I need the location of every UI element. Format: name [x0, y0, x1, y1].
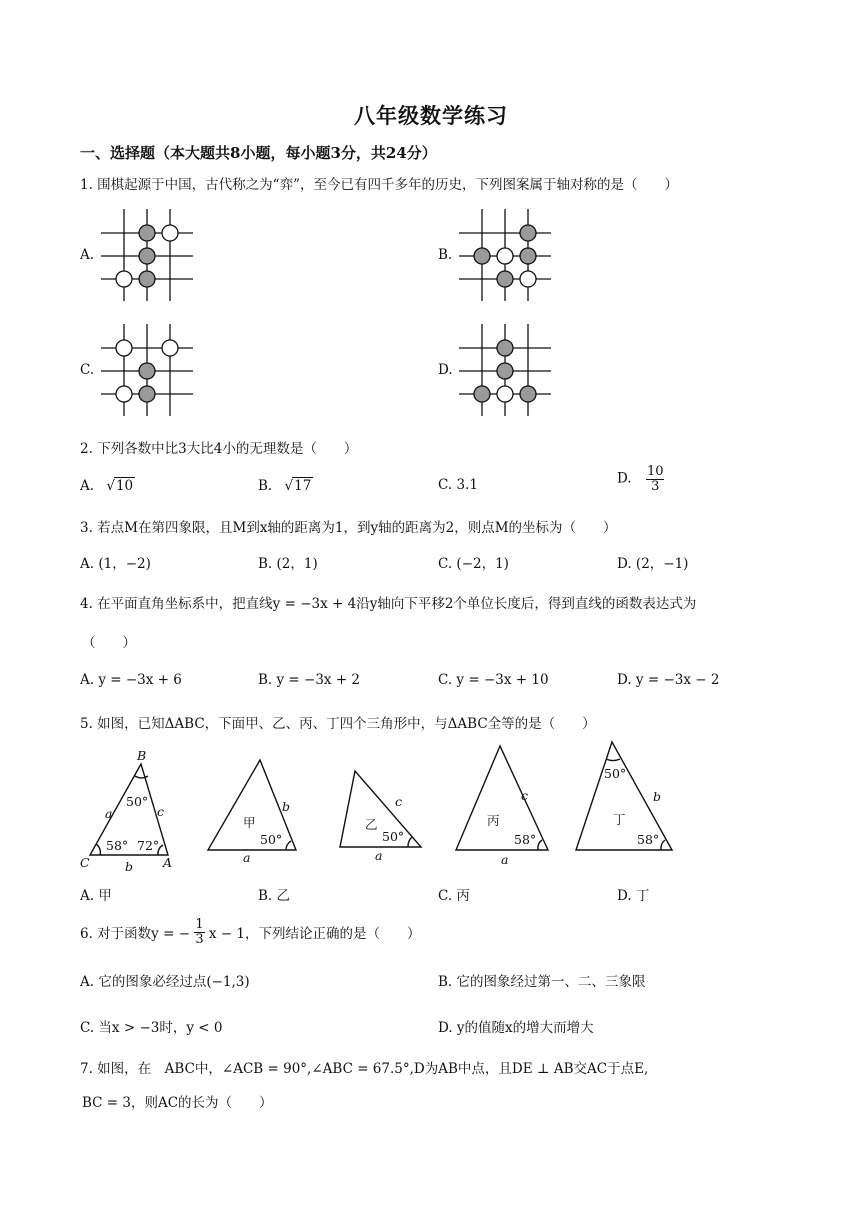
- q3-option-a: A. (1，−2): [80, 556, 151, 572]
- q4-option-a: A. y = −3x + 6: [80, 672, 182, 688]
- label-c-yi: c: [395, 794, 403, 809]
- label-b-abc: b: [125, 859, 134, 874]
- q2-option-a-label: A.: [80, 478, 95, 494]
- q3-option-d: D. (2，−1): [617, 556, 689, 572]
- q2-option-a: A. √10: [80, 478, 134, 494]
- question-3-stem: 3. 若点M在第四象限，且M到x轴的距离为1，到y轴的距离为2，则点M的坐标为（ ）: [80, 520, 617, 536]
- q2-option-d-denominator: 3: [651, 478, 660, 494]
- q2-option-c-value: 3.1: [456, 477, 478, 493]
- label-ding: 丁: [613, 812, 626, 827]
- q1-option-d-label: D.: [438, 362, 453, 378]
- label-50-abc: 50°: [126, 794, 149, 809]
- label-jia: 甲: [243, 815, 256, 830]
- label-a-jia: a: [243, 850, 251, 865]
- q2-option-d: [617, 465, 664, 493]
- q6-option-c: C. 当x > −3时，y < 0: [80, 1020, 223, 1036]
- page-title: 八年级数学练习: [354, 103, 508, 128]
- q2-option-c-label: C.: [438, 477, 453, 493]
- q2-option-a-value: 10: [115, 478, 134, 494]
- q3-option-b: B. (2，1): [258, 556, 318, 572]
- label-a-yi: a: [375, 848, 383, 863]
- q6-option-b: B. 它的图象经过第一、二、三象限: [438, 974, 646, 990]
- label-a-abc: a: [105, 806, 113, 821]
- q5-option-c: C. 丙: [438, 888, 470, 904]
- triangle-figures: [75, 740, 695, 880]
- q6-frac-denominator: 3: [195, 931, 204, 947]
- q6-stem-post: x − 1，下列结论正确的是（ ）: [208, 926, 421, 943]
- q4-option-c: C. y = −3x + 10: [438, 672, 549, 688]
- label-50-yi: 50°: [382, 829, 405, 844]
- label-c-abc: c: [157, 804, 165, 819]
- label-C: C: [80, 855, 90, 870]
- q2-option-d-numerator: 10: [646, 464, 664, 479]
- question-1-stem: 1. 围棋起源于中国，古代称之为“弈”，至今已有四千多年的历史，下列图案属于轴对称的是（ ）: [80, 177, 678, 193]
- label-B: B: [137, 748, 147, 763]
- q2-option-c: [438, 477, 478, 493]
- q1-option-c-label: C.: [80, 362, 95, 378]
- q6-frac-numerator: 1: [195, 917, 204, 932]
- label-b-ding: b: [653, 789, 662, 804]
- section-heading: 一、选择题（本大题共8小题，每小题3分，共24分）: [80, 144, 437, 162]
- go-board-c: [98, 320, 198, 420]
- label-58-abc: 58°: [106, 838, 129, 853]
- question-5-stem: 5. 如图，已知ΔABC，下面甲、乙、丙、丁四个三角形中，与ΔABC全等的是（ ）: [80, 716, 596, 732]
- q2-option-b-value: 17: [294, 478, 312, 494]
- question-4-stem: 4. 在平面直角坐标系中，把直线y = −3x + 4沿y轴向下平移2个单位长度后，得到直线的函数表达式为: [80, 596, 697, 612]
- q5-option-d: D. 丁: [617, 888, 650, 904]
- q6-option-a: A. 它的图象必经过点(−1,3): [80, 974, 250, 990]
- q4-option-b: B. y = −3x + 2: [258, 672, 361, 688]
- label-b-jia: b: [282, 799, 291, 814]
- go-board-b: [456, 205, 556, 305]
- q1-option-b-label: B.: [438, 247, 453, 263]
- label-58-bing: 58°: [514, 832, 537, 847]
- label-50-ding: 50°: [604, 766, 627, 781]
- label-50-jia: 50°: [260, 832, 283, 847]
- question-6-stem: [80, 918, 421, 946]
- question-2-stem: 2. 下列各数中比3大比4小的无理数是（ ）: [80, 441, 358, 457]
- q6-option-d: D. y的值随x的增大而增大: [438, 1020, 594, 1036]
- label-a-bing: a: [501, 852, 509, 867]
- q2-option-b: B. √17: [258, 478, 312, 494]
- q2-option-b-label: B.: [258, 478, 273, 494]
- label-bing: 丙: [487, 813, 500, 828]
- question-7-line1: 7. 如图，在 ABC中，∠ACB = 90°,∠ABC = 67.5°,D为AB中点，且DE ⊥ AB交AC于点E,: [80, 1061, 649, 1077]
- question-7-line2: BC = 3，则AC的长为（ ）: [82, 1095, 273, 1111]
- q4-option-d: D. y = −3x − 2: [617, 672, 720, 688]
- label-A: A: [163, 855, 173, 870]
- label-58-ding: 58°: [637, 832, 660, 847]
- go-board-d: [456, 320, 556, 420]
- label-72-abc: 72°: [137, 838, 160, 853]
- q5-option-b: B. 乙: [258, 888, 291, 904]
- q6-stem-pre: 6. 对于函数y = −: [80, 926, 191, 943]
- q5-option-a: A. 甲: [80, 888, 112, 904]
- q3-option-c: C. (−2，1): [438, 556, 509, 572]
- label-c-bing: c: [521, 788, 529, 803]
- label-yi: 乙: [365, 817, 378, 832]
- question-4-paren: （ ）: [82, 635, 136, 651]
- q2-option-d-label: D.: [617, 470, 632, 487]
- go-board-a: [98, 205, 198, 305]
- q1-option-a-label: A.: [80, 247, 95, 263]
